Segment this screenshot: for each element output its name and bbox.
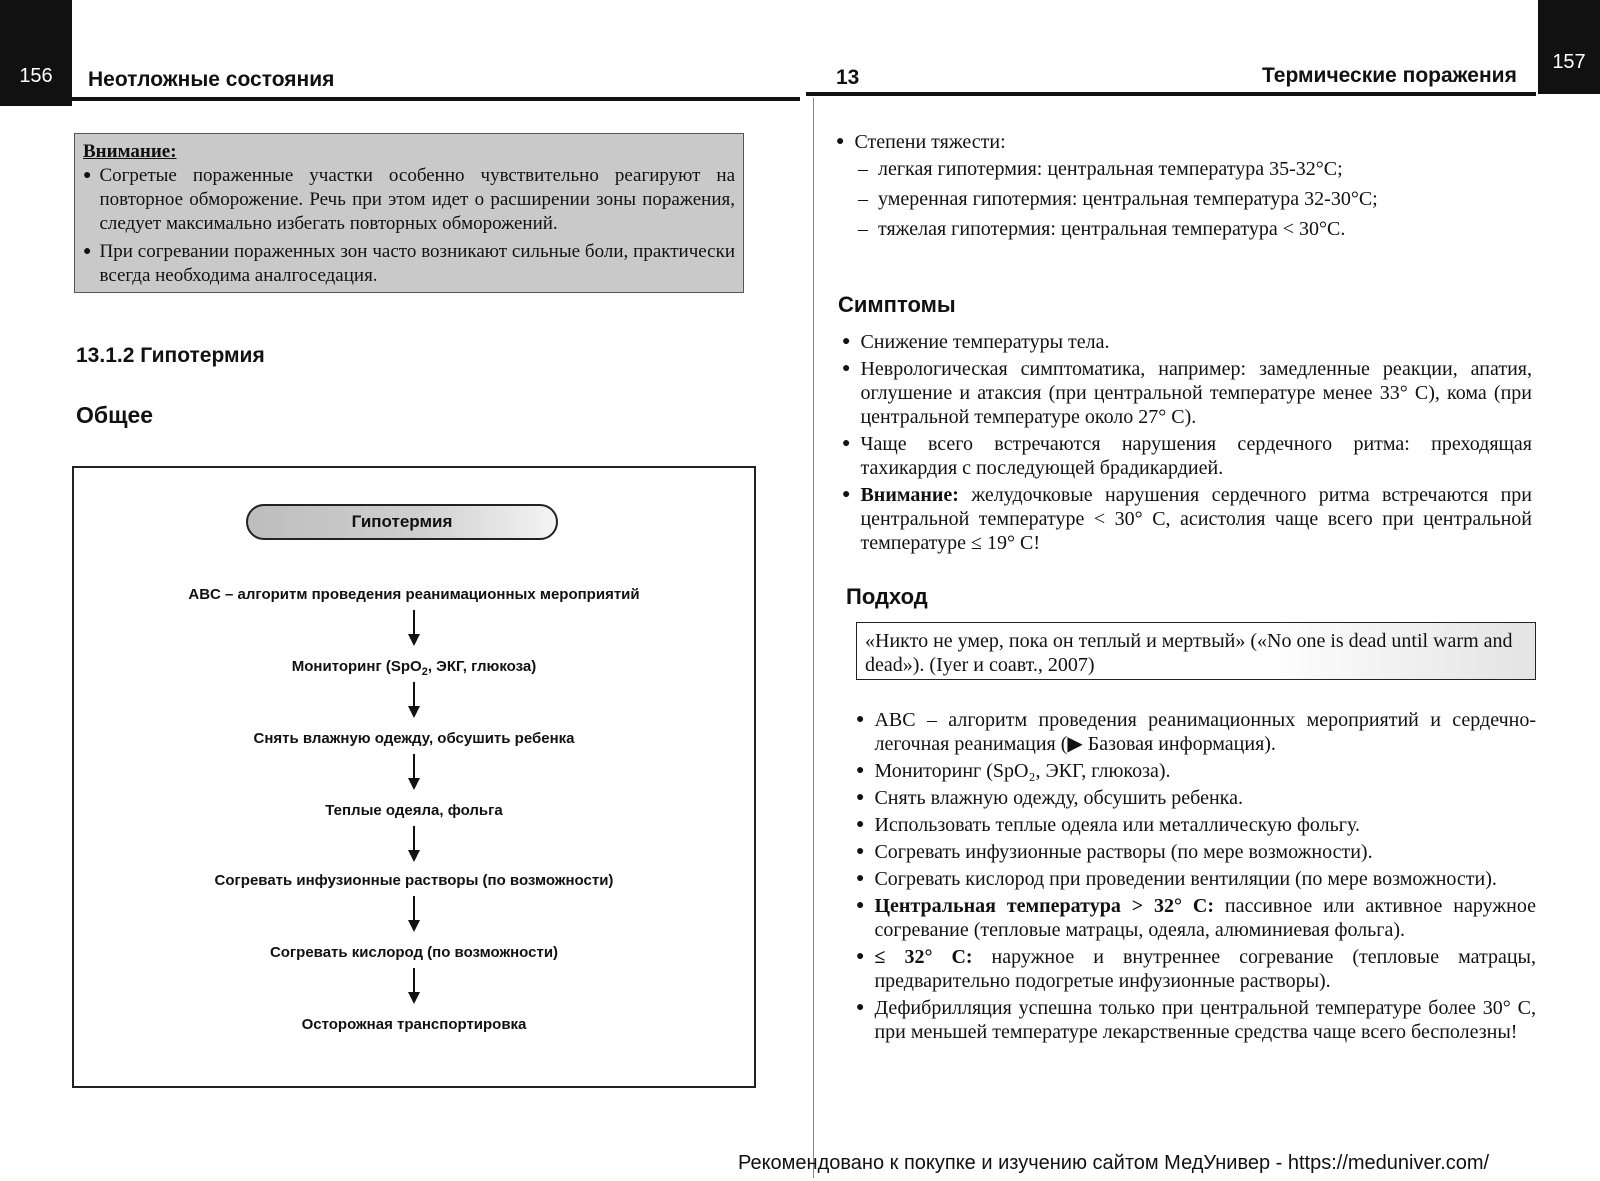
header-rule-right [806,92,1536,96]
list-item [856,867,1536,891]
running-header-left: Неотложные состояния [88,68,335,91]
list-item [856,813,1536,837]
symptom-text: Чаще всего встречаются нарушения сердечного ритма: преходящая тахикардия с последующей брадикардией. [860,433,1532,479]
temp-text: наружное и внутреннее согревание (тепловые матрацы, предварительно подогретые инфузионные растворы). [874,946,1536,992]
bullet-icon: ● [83,168,92,183]
flow-step-monitoring-sub: 2 [421,666,428,678]
severity-item-text: умеренная гипотермия: центральная температура 32-30°C; [878,188,1378,210]
list-item [856,786,1536,810]
bullet-icon: ● [842,487,851,502]
severity-item-text: тяжелая гипотермия: центральная температура < 30°C. [878,218,1346,240]
bullet-icon: ● [836,134,845,149]
dash-icon: – [858,188,868,210]
list-item [856,759,1536,783]
running-header-right: Термические поражения [1262,64,1517,87]
list-item [856,945,1536,993]
section-title-hypothermia: 13.1.2 Гипотермия [76,344,265,367]
approach-item-text: ABC – алгоритм проведения реанимационных мероприятий и сердечно-легочная реанимация (▶ Базовая информация). [874,709,1536,755]
dash-icon: – [858,218,868,240]
approach-item-text: Снять влажную одежду, обсушить ребенка. [874,787,1243,809]
list-item [856,894,1536,942]
bullet-icon: ● [856,844,865,859]
quote-text: «Никто не умер, пока он теплый и мертвый» («No one is dead until warm and dead»). (Iyer и соавт., 2007) [865,630,1513,676]
flowchart [72,466,756,1088]
flowchart-title [246,504,558,540]
flow-step-warm-oxygen: Согревать кислород (по возможности) [269,944,559,961]
page-number-right [1538,0,1600,94]
list-item [842,357,1532,429]
dash-icon: – [858,158,868,180]
flow-step-abc: ABC – алгоритм проведения реанимационных мероприятий [188,586,640,603]
flow-step-monitoring-text: Мониторинг (SpO [291,658,422,675]
approach-list [856,708,1536,1047]
bullet-icon: ● [842,436,851,451]
list-item [836,130,1536,154]
approach-item-text: Согревать инфузионные растворы (по мере возможности). [874,841,1373,863]
quote-box [856,622,1536,680]
list-item [842,483,1532,555]
arrow-down-icon [406,682,422,718]
attention-item [83,164,735,236]
severity-list [836,130,1536,247]
attention-item [83,240,735,288]
approach-item-text: Дефибрилляция успешна только при центральной температуре более 30° С, при меньшей температуре лекарственные средства чаще всего бесполезны! [874,997,1536,1043]
chapter-number: 13 [836,66,860,89]
arrow-down-icon [406,896,422,932]
bullet-icon: ● [83,244,92,259]
severity-item-text: легкая гипотермия: центральная температура 35-32°C; [878,158,1343,180]
arrow-down-icon [406,610,422,646]
attention-item-text: Согретые пораженные участки особенно чувствительно реагируют на повторное обморожение. Речь при этом идет о расширении зоны поражения, следует максимально избегать повторных обморожений. [99,165,735,234]
list-item [856,996,1536,1044]
bullet-icon: ● [856,763,865,778]
approach-temp-item [874,945,1536,993]
flowchart-title-text: Гипотермия [351,512,453,531]
page-number-left-text: 156 [19,65,53,87]
list-item [842,330,1532,354]
symptom-text: Снижение температуры тела. [860,331,1110,353]
list-item [856,840,1536,864]
footer-recommendation: Рекомендовано к покупке и изучению сайтом МедУнивер - https://meduniver.com/ [738,1152,1490,1174]
list-item [842,432,1532,480]
arrow-down-icon [406,754,422,790]
list-item [858,187,1536,211]
page-number-right-text: 157 [1552,51,1586,73]
flow-step-transport: Осторожная транспортировка [301,1016,527,1033]
page-spine [813,98,814,1178]
bullet-icon: ● [856,1000,865,1015]
approach-temp-item [874,894,1536,942]
flow-step-monitoring-tail: , ЭКГ, глюкоза) [427,658,537,675]
bullet-icon: ● [856,712,865,727]
temp-text: пассивное или активное наружное согревание (тепловые матрацы, одеяла, алюминиевая фольга). [874,895,1536,941]
approach-item-text: Мониторинг (SpO₂, ЭКГ, глюкоза). [874,760,1171,782]
bullet-icon: ● [856,817,865,832]
bullet-icon: ● [842,334,851,349]
bullet-icon: ● [856,898,865,913]
approach-item-text: Использовать теплые одеяла или металлическую фольгу. [874,814,1360,836]
temp-label: Центральная температура > 32° С: [874,895,1214,917]
list-item [858,217,1536,241]
flow-step-undress: Снять влажную одежду, обсушить ребенка [253,730,575,747]
subsection-title-general: Общее [76,402,154,428]
flow-step-warm-fluids: Согревать инфузионные растворы (по возможности) [214,872,614,889]
warning-text: желудочковые нарушения сердечного ритма встречаются при центральной температуре < 30° С, асистолия чаще всего при центральной температуре ≤ 19° С! [860,484,1532,554]
approach-title: Подход [846,584,928,609]
attention-item-text: При согревании пораженных зон часто возникают сильные боли, практически всегда необходима аналгоседация. [99,241,735,286]
arrow-down-icon [406,968,422,1004]
symptoms-list [842,330,1532,558]
bullet-icon: ● [856,949,865,964]
bullet-icon: ● [856,790,865,805]
symptoms-title: Симптомы [838,292,956,317]
approach-item-text: Согревать кислород при проведении вентиляции (по мере возможности). [874,868,1497,890]
attention-box [74,133,744,293]
bullet-icon: ● [842,361,851,376]
page-number-left [0,0,72,106]
flow-step-blankets: Теплые одеяла, фольга [325,802,503,819]
bullet-icon: ● [856,871,865,886]
warning-label: Внимание: [860,484,959,506]
list-item [856,708,1536,756]
attention-title: Внимание: [83,141,177,162]
severity-label: Степени тяжести: [854,131,1006,153]
symptom-warning [860,483,1532,555]
arrow-down-icon [406,826,422,862]
flow-step-monitoring [74,658,754,678]
symptom-text: Неврологическая симптоматика, например: замедленные реакции, апатия, оглушение и атаксия (при центральной температуре менее 33° С), кома (при центральной температуре около 27° С). [860,358,1532,428]
temp-label: ≤ 32° С: [874,946,973,968]
header-rule-left [0,97,800,101]
list-item [858,157,1536,181]
